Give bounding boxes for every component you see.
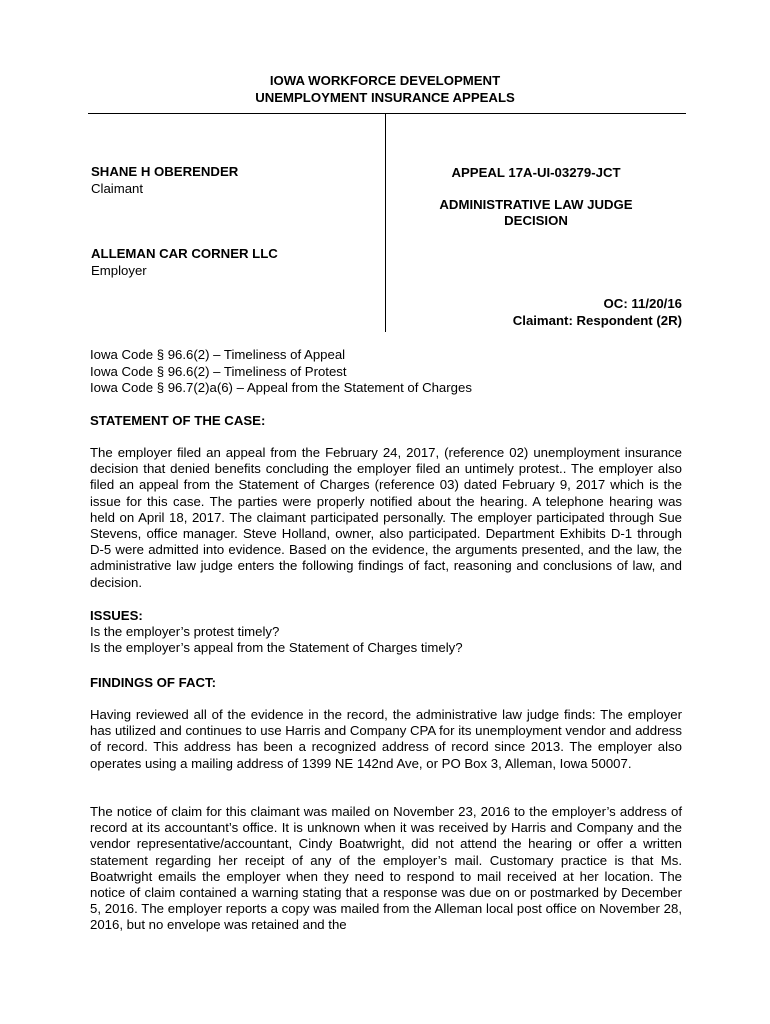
statement-paragraph: The employer filed an appeal from the February 24, 2017, (reference 02) unemployment insurance decision that denied benefits concluding the employer filed an untimely protest.. The employer also filed an appeal from the Statement of Charges (reference 03) dated February 9, 2017 which is the issue for this case. The parties were properly notified about the hearing. A telephone hearing was held on April 18, 2017. The claimant participated personally. The employer participated through Sue Stevens, office manager. Steve Holland, owner, also participated. Department Exhibits D-1 through D-5 were admitted into evidence. Based on the evidence, the arguments presented, and the law, the administrative law judge enters the following findings of fact, reasoning and conclusions of law, and decision.	[90, 445, 682, 590]
claimant-status: Claimant: Respondent (2R)	[512, 313, 682, 328]
decision-title-line1: ADMINISTRATIVE LAW JUDGE	[439, 197, 633, 212]
issues-heading: ISSUES:	[90, 608, 143, 623]
appeal-number: APPEAL 17A-UI-03279-JCT	[451, 165, 621, 180]
agency-header	[0, 72, 770, 106]
employer-name: ALLEMAN CAR CORNER LLC	[91, 246, 278, 261]
oc-block	[513, 295, 682, 329]
agency-division: UNEMPLOYMENT INSURANCE APPEALS	[255, 90, 515, 105]
claimant-block	[91, 163, 238, 197]
code-citations	[90, 347, 682, 397]
statement-heading: STATEMENT OF THE CASE:	[90, 413, 266, 428]
findings-paragraph-1: Having reviewed all of the evidence in the record, the administrative law judge finds: The employer has utilized and continues to use Harris and Company CPA for its unemployment vendor and address of record. This address has been a recognized address of record since 2013. The employer also operates using a mailing address of 1399 NE 142nd Ave, or PO Box 3, Alleman, Iowa 50007.	[90, 707, 682, 771]
claimant-role: Claimant	[91, 181, 144, 196]
issue-question: Is the employer’s protest timely?	[90, 624, 280, 639]
claimant-name: SHANE H OBERENDER	[91, 164, 239, 179]
findings-paragraph-2: The notice of claim for this claimant was mailed on November 23, 2016 to the employer’s address of record at its accountant’s office. It is unknown when it was received by Harris and Company and the vendor representative/accountant, Cindy Boatwright, did not attend the hearing or offer a written statement regarding her receipt of any of the employer’s mail. Customary practice is that Ms. Boatwright emails the employer when they need to respond to mail received at her location. The notice of claim contained a warning stating that a response was due on or postmarked by December 5, 2016. The employer reports a copy was mailed from the Alleman local post office on November 28, 2016, but no envelope was retained and the	[90, 804, 682, 933]
code-citation: Iowa Code § 96.6(2) – Timeliness of Protest	[90, 363, 347, 379]
employer-role: Employer	[91, 263, 147, 278]
issues-section	[90, 608, 682, 656]
employer-block	[91, 245, 278, 279]
findings-heading: FINDINGS OF FACT:	[90, 675, 217, 690]
header-divider	[88, 113, 686, 114]
agency-name: IOWA WORKFORCE DEVELOPMENT	[269, 73, 501, 88]
code-citation: Iowa Code § 96.6(2) – Timeliness of Appeal	[90, 347, 346, 362]
code-citation: Iowa Code § 96.7(2)a(6) – Appeal from the Statement of Charges	[90, 380, 472, 395]
decision-title	[386, 197, 686, 229]
issue-question: Is the employer’s appeal from the Statement of Charges timely?	[90, 640, 463, 655]
oc-date: OC: 11/20/16	[603, 296, 682, 311]
decision-title-line2: DECISION	[504, 213, 568, 228]
